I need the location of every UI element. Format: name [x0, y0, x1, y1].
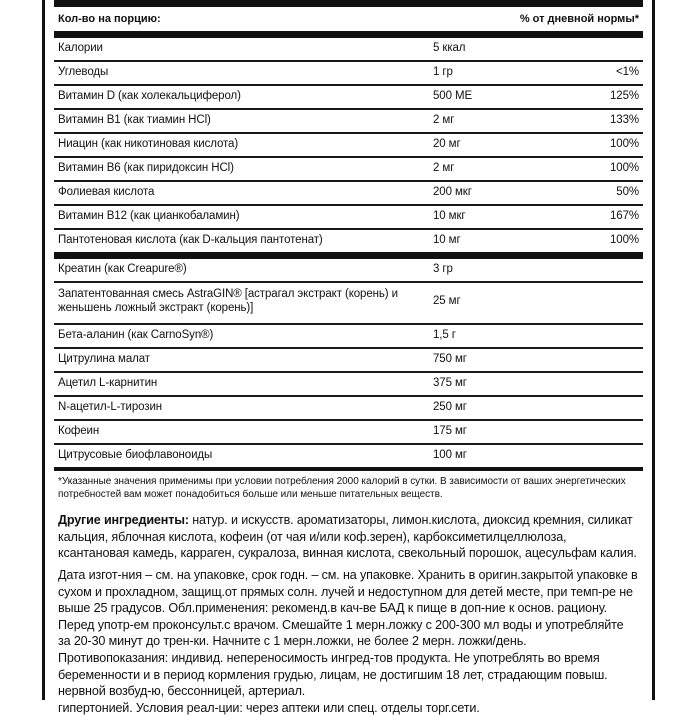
- table-row: [54, 283, 643, 323]
- nutrient-amount: 1 гр: [433, 66, 453, 78]
- supplement-facts-panel: [42, 0, 655, 715]
- nutrient-name: Креатин (как Creapure®): [58, 263, 187, 275]
- section-divider-bar: [54, 252, 643, 259]
- nutrient-name: Витамин B1 (как тиамин HCl): [58, 114, 211, 126]
- nutrient-name: Ниацин (как никотиновая кислота): [58, 138, 239, 150]
- nutrient-dv: 100%: [609, 138, 639, 150]
- nutrient-amount: 250 мг: [433, 401, 467, 413]
- nutrient-dv: 50%: [616, 186, 639, 198]
- nutrient-name: Кофеин: [58, 425, 100, 437]
- nutrient-amount: 20 мг: [433, 138, 461, 150]
- nutrient-dv: 100%: [609, 162, 639, 174]
- nutrient-amount: 375 мг: [433, 377, 467, 389]
- table-row: [54, 230, 643, 252]
- usage-paragraph: [54, 562, 643, 716]
- nutrient-amount: 500 МЕ: [433, 90, 473, 102]
- table-row: [54, 421, 643, 443]
- table-row: [54, 373, 643, 395]
- nutrient-table-creatine: [54, 259, 643, 283]
- nutrient-amount: 10 мг: [433, 234, 461, 246]
- table-row: [54, 259, 643, 281]
- table-row: [54, 397, 643, 419]
- table-row: [54, 110, 643, 132]
- nutrient-name: Витамин B6 (как пиридоксин HCl): [58, 162, 234, 174]
- nutrient-name: Запатентованная смесь AstraGIN® [астрагал экстракт (корень) и женьшень ложный экстракт (корень)]: [58, 288, 398, 314]
- nutrient-name: Углеводы: [58, 66, 109, 78]
- nutrient-amount: 175 мг: [433, 425, 467, 437]
- nutrient-name: Ацетил L-карнитин: [58, 377, 158, 389]
- other-ingredients-text: натур. и искусств. ароматизаторы, лимон.кислота, диоксид кремния, силикат кальция, яблочная кислота, кофеин (от чая и/или коф.зерен), карбоксиметилцеллюлоза, ксантановая камедь, карраген, сукралоза, винная кислота, свекольный порошок, ацесульфам калия.: [58, 513, 637, 561]
- nutrient-amount: 25 мг: [433, 295, 461, 307]
- serving-amount-label: Кол-во на порцию:: [58, 13, 161, 25]
- nutrient-name: Цитрусовые биофлавоноиды: [58, 449, 213, 461]
- nutrient-name: Бета-аланин (как CarnoSyn®): [58, 329, 214, 341]
- table-row: [54, 38, 643, 60]
- other-ingredients-paragraph: [54, 505, 643, 562]
- table-row: [54, 62, 643, 84]
- table-row: [54, 206, 643, 228]
- top-divider-bar: [54, 0, 643, 7]
- table-row: [54, 182, 643, 204]
- table-row: [54, 325, 643, 347]
- daily-value-footnote: *Указанные значения применимы при условии потребления 2000 калорий в сутки. В зависимости от ваших энергетических потребностей вам может понадобиться больше или меньше питательных веществ.: [58, 476, 626, 500]
- nutrient-amount: 2 мг: [433, 162, 455, 174]
- nutrient-name: Пантотеновая кислота (как D-кальция пантотенат): [58, 234, 323, 246]
- nutrient-table-blend: [54, 283, 643, 467]
- nutrient-table-primary: [54, 38, 643, 252]
- nutrient-name: Фолиевая кислота: [58, 186, 155, 198]
- nutrient-amount: 5 ккал: [433, 42, 466, 54]
- nutrient-amount: 3 гр: [433, 263, 453, 275]
- nutrient-amount: 200 мкг: [433, 186, 472, 198]
- other-ingredients-label: Другие ингредиенты:: [58, 513, 189, 528]
- nutrient-dv: 100%: [609, 234, 639, 246]
- daily-value-label: % от дневной нормы*: [519, 13, 639, 25]
- header-divider-bar: [54, 31, 643, 38]
- usage-text-cut: гипертонией. Условия реал-ции: через аптеки или спец. отделы торг.сети.: [58, 700, 480, 715]
- table-row: [54, 86, 643, 108]
- nutrient-amount: 1,5 г: [433, 329, 456, 341]
- nutrient-amount: 750 мг: [433, 353, 467, 365]
- nutrient-name: Цитрулина малат: [58, 353, 150, 365]
- nutrient-dv: 167%: [609, 210, 639, 222]
- nutrient-amount: 10 мкг: [433, 210, 466, 222]
- nutrient-dv: <1%: [615, 66, 639, 78]
- nutrient-dv: 133%: [609, 114, 639, 126]
- nutrient-name: Калории: [58, 42, 103, 54]
- table-row: [54, 349, 643, 371]
- table-row: [54, 158, 643, 180]
- nutrient-amount: 100 мг: [433, 449, 467, 461]
- table-row: [54, 134, 643, 156]
- nutrient-name: Витамин D (как холекальциферол): [58, 90, 241, 102]
- nutrient-name: N-ацетил-L-тирозин: [58, 401, 163, 413]
- usage-text: Дата изгот-ния – см. на упаковке, срок годн. – см. на упаковке. Хранить в оригин.закрытой упаковке в сухом и прохладном, защищ.от прямых солн. лучей и недоступном для детей месте, при темп-ре не выше 25 градусов. Обл.применения: рекоменд.в кач-ве БАД к пище в доп-ние к основ. рациону. Перед употр-ем проконсульт.с врачом. Смешайте 1 мерн.ложку с 200-300 мл воды и употребляйте за 20-30 минут до трен-ки. Начните с 1 мерн.ложки, не более 2 мерн. ложки/день. Противопоказания: индивид. непереносимость ингред-тов продукта. Не употреблять во время беременности и в период кормления грудью, лицам, не достигшим 18 лет, страдающим повыш. нервной возбуд-ю, бессонницей, артериал.: [58, 567, 638, 699]
- table-row: [54, 445, 643, 467]
- panel-inner: [45, 0, 652, 715]
- nutrient-name: Витамин B12 (как цианкобаламин): [58, 210, 240, 222]
- nutrient-amount: 2 мг: [433, 114, 455, 126]
- nutrient-dv: 125%: [609, 90, 639, 102]
- serving-header-row: [54, 7, 643, 31]
